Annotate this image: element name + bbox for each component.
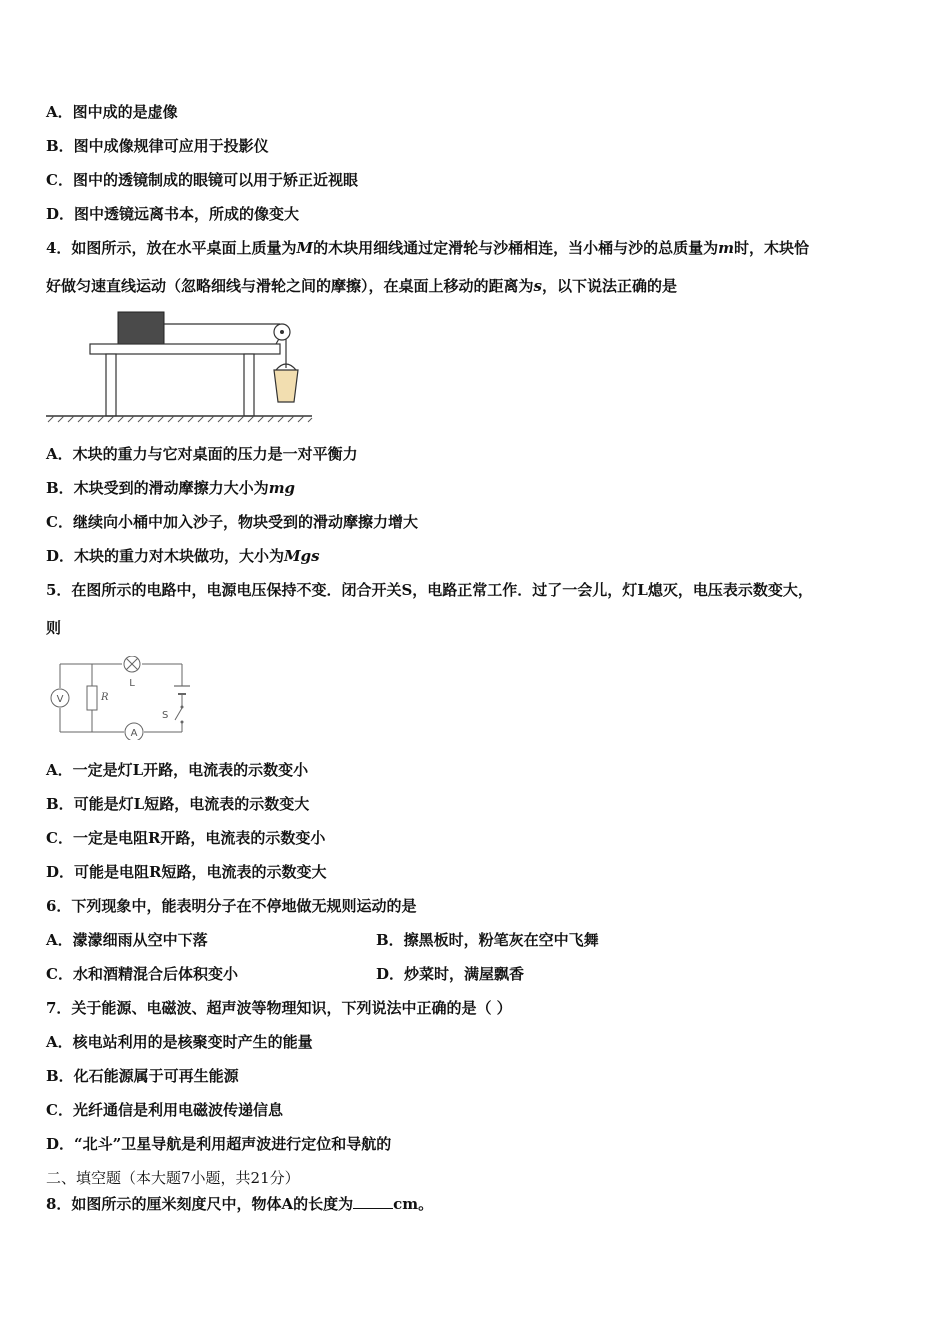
switch-label: S: [162, 710, 169, 721]
q4-option-b: B．木块受到的滑动摩擦力大小为mg: [46, 479, 296, 497]
q7-option-a: A．核电站利用的是核聚变时产生的能量: [46, 1033, 313, 1051]
ammeter-label: A: [130, 728, 138, 739]
var-s: s: [533, 277, 542, 295]
q5-stem-line2: 则: [46, 619, 62, 637]
q8-stem: 8．如图所示的厘米刻度尺中，物体A的长度为 cm。: [46, 1195, 434, 1213]
q5-stem-line1: 5．在图所示的电路中，电源电压保持不变．闭合开关S，电路正常工作．过了一会儿，灯L熄灭，电压表示数变大，: [46, 581, 813, 599]
table-top: [90, 344, 280, 354]
q3-option-a: A．图中成的是虚像: [46, 103, 178, 121]
q3-option-c: C．图中的透镜制成的眼镜可以用于矫正近视眼: [46, 171, 358, 189]
q4-option-a: A．木块的重力与它对桌面的压力是一对平衡力: [46, 445, 358, 463]
wooden-block: [118, 312, 164, 344]
q6-option-c: C．水和酒精混合后体积变小: [46, 965, 238, 983]
var-M: M: [296, 239, 314, 257]
section-heading: 二、填空题（本大题7小题，共21分）: [46, 1169, 300, 1187]
q3-option-b: B．图中成像规律可应用于投影仪: [46, 137, 269, 155]
var-m: m: [718, 239, 734, 257]
q5-option-d: D．可能是电阻R短路，电流表的示数变大: [46, 863, 327, 881]
table-leg-right: [244, 354, 254, 416]
table-pulley-figure: [44, 308, 314, 424]
q6-option-b: B．擦黑板时，粉笔灰在空中飞舞: [376, 931, 599, 949]
q7-option-d: D．“北斗”卫星导航是利用超声波进行定位和导航的: [46, 1135, 392, 1153]
q3-option-d: D．图中透镜远离书本，所成的像变大: [46, 205, 300, 223]
q7-option-c: C．光纤通信是利用电磁波传递信息: [46, 1101, 283, 1119]
q6-stem: 6．下列现象中，能表明分子在不停地做无规则运动的是: [46, 897, 417, 915]
q4-option-c: C．继续向小桶中加入沙子，物块受到的滑动摩擦力增大: [46, 513, 418, 531]
q4-stem-line1: 4．如图所示，放在水平桌面上质量为M的木块用细线通过定滑轮与沙桶相连，当小桶与沙的总质量为m时，木块恰: [46, 239, 809, 257]
lamp-label: L: [129, 678, 135, 689]
q4-stem-line2: 好做匀速直线运动（忽略细线与滑轮之间的摩擦），在桌面上移动的距离为s，以下说法正确的是: [46, 277, 677, 295]
resistor-label: R: [101, 692, 109, 703]
q7-option-b: B．化石能源属于可再生能源: [46, 1067, 239, 1085]
q6-option-d: D．炒菜时，满屋飘香: [376, 965, 525, 983]
q5-option-a: A．一定是灯L开路，电流表的示数变小: [46, 761, 309, 779]
q7-stem: 7．关于能源、电磁波、超声波等物理知识，下列说法中正确的是（ ）: [46, 999, 512, 1017]
voltmeter-label: V: [56, 694, 64, 705]
q4-option-d: D．木块的重力对木块做功，大小为Mgs: [46, 547, 320, 565]
table-leg-left: [106, 354, 116, 416]
q5-option-c: C．一定是电阻R开路，电流表的示数变小: [46, 829, 326, 847]
circuit-figure: [44, 656, 192, 740]
sand-bucket: [274, 370, 298, 402]
answer-blank[interactable]: [353, 1194, 393, 1209]
q5-option-b: B．可能是灯L短路，电流表的示数变大: [46, 795, 310, 813]
q6-option-a: A．濛濛细雨从空中下落: [46, 931, 208, 949]
